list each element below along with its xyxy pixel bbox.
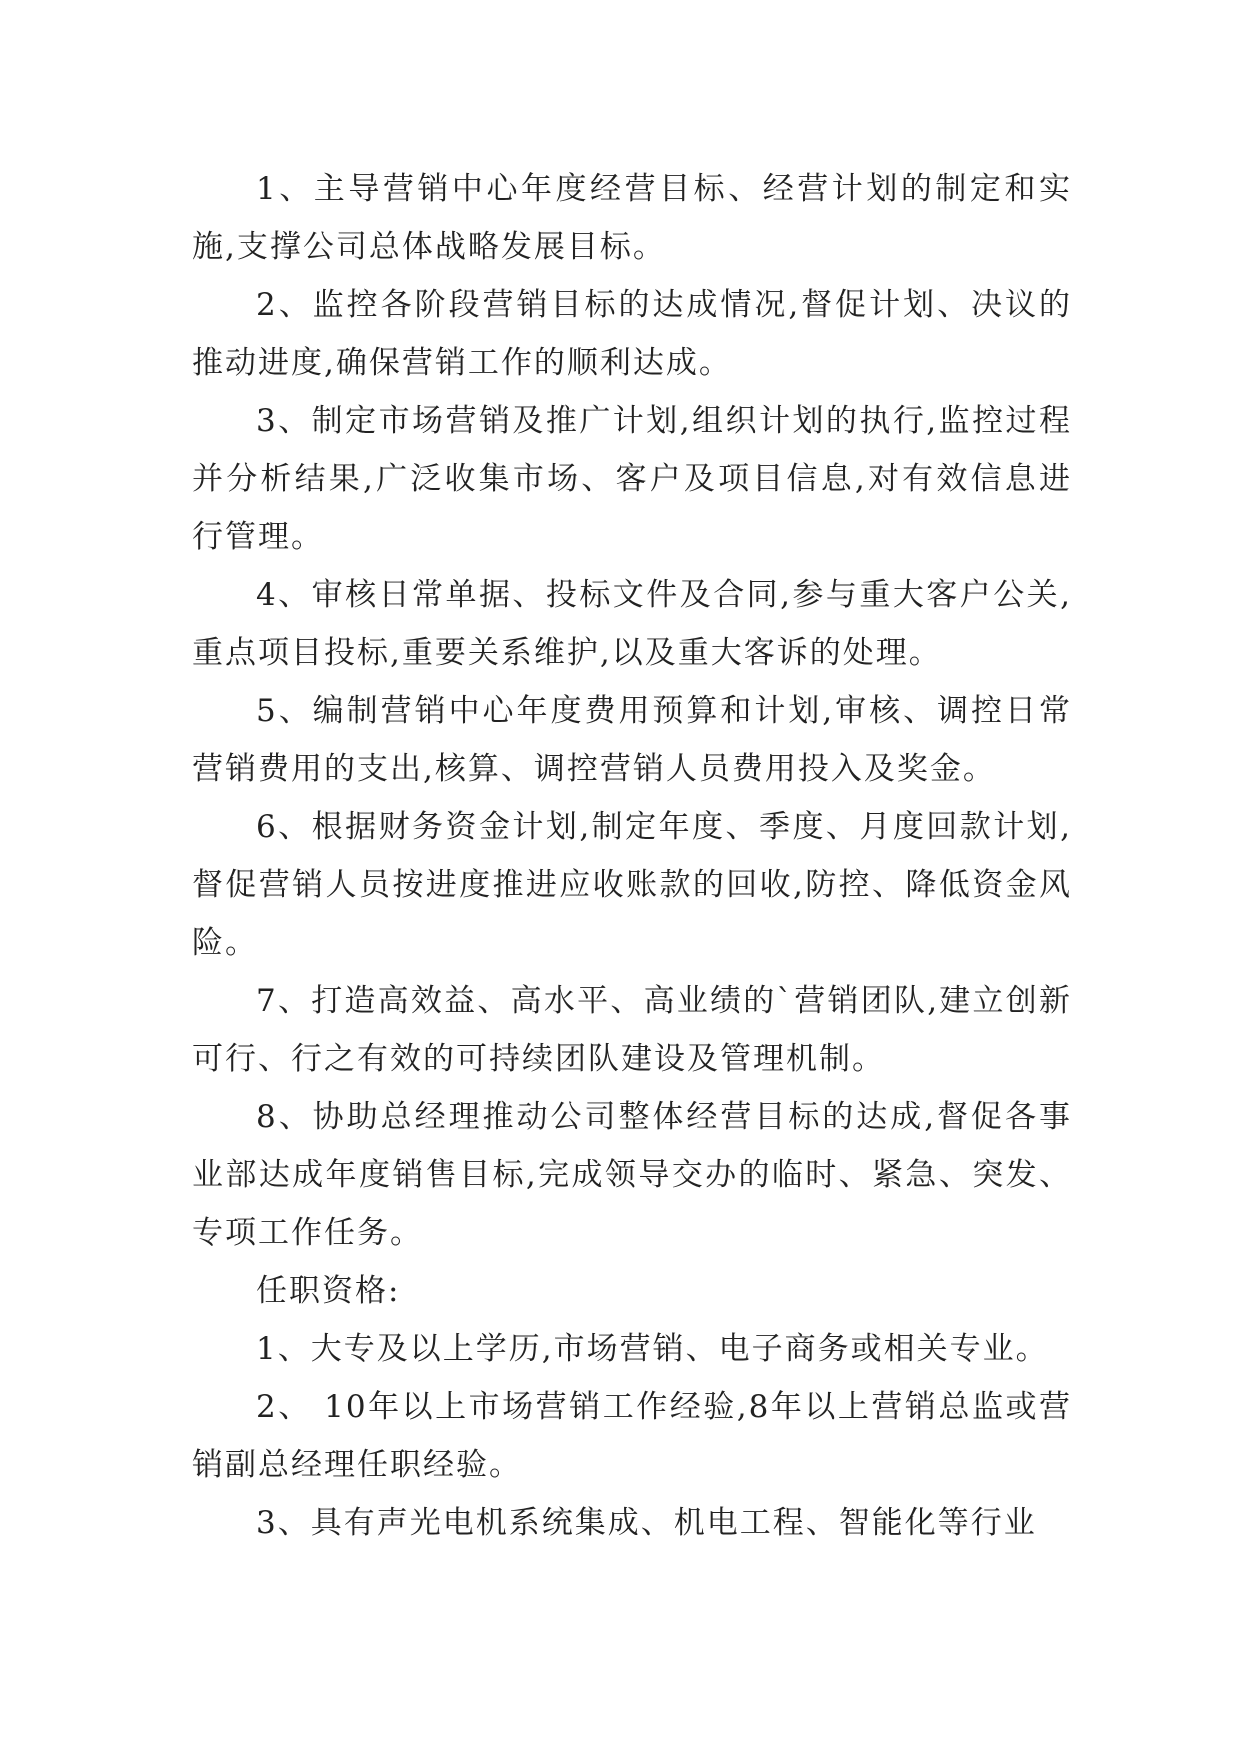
paragraph-duty-5: 5、编制营销中心年度费用预算和计划,审核、调控日常营销费用的支出,核算、调控营销人员费用投入及奖金。 [192, 693, 1072, 787]
paragraph-duty-1: 1、主导营销中心年度经营目标、经营计划的制定和实施,支撑公司总体战略发展目标。 [192, 171, 1072, 265]
paragraph-qualification-3: 3、具有声光电机系统集成、机电工程、智能化等行业 [256, 1505, 1037, 1541]
paragraph-duty-6: 6、根据财务资金计划,制定年度、季度、月度回款计划,督促营销人员按进度推进应收账款的回收,防控、降低资金风险。 [192, 809, 1072, 961]
document-body [192, 160, 1072, 1552]
paragraph-duty-3: 3、制定市场营销及推广计划,组织计划的执行,监控过程并分析结果,广泛收集市场、客户及项目信息,对有效信息进行管理。 [192, 403, 1072, 555]
paragraph-duty-2: 2、监控各阶段营销目标的达成情况,督促计划、决议的推动进度,确保营销工作的顺利达成。 [192, 287, 1072, 381]
paragraph-qualification-2: 2、 10年以上市场营销工作经验,8年以上营销总监或营销副总经理任职经验。 [192, 1389, 1072, 1483]
paragraph-duty-7: 7、打造高效益、高水平、高业绩的`营销团队,建立创新可行、行之有效的可持续团队建设及管理机制。 [192, 983, 1072, 1077]
paragraph-duty-8: 8、协助总经理推动公司整体经营目标的达成,督促各事业部达成年度销售目标,完成领导交办的临时、紧急、突发、专项工作任务。 [192, 1099, 1072, 1251]
section-heading-qualifications: 任职资格: [256, 1273, 401, 1309]
paragraph-qualification-1: 1、大专及以上学历,市场营销、电子商务或相关专业。 [256, 1331, 1049, 1367]
paragraph-duty-4: 4、审核日常单据、投标文件及合同,参与重大客户公关,重点项目投标,重要关系维护,以及重大客诉的处理。 [192, 577, 1072, 671]
